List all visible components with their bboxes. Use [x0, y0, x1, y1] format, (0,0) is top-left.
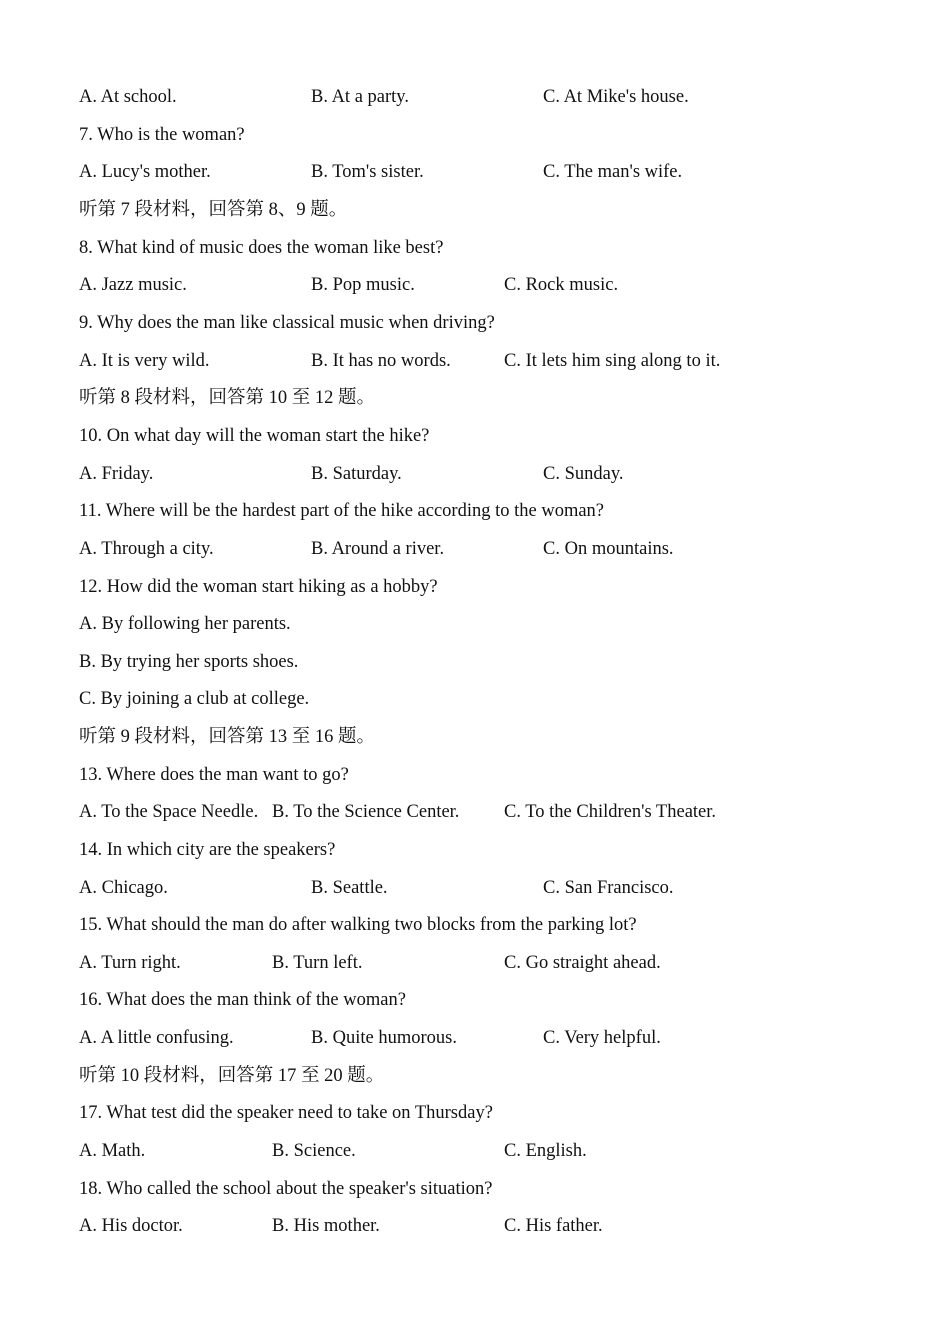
q11-options	[79, 536, 899, 562]
q14-options	[79, 875, 899, 901]
q11-stem: 11. Where will be the hardest part of the hike according to the woman?	[79, 501, 605, 521]
q13-options	[79, 799, 899, 825]
q17-stem: 17. What test did the speaker need to take on Thursday?	[79, 1103, 493, 1123]
q14-option-a: A. Chicago.	[79, 878, 168, 898]
q8-option-c: C. Rock music.	[504, 275, 619, 295]
q18-option-a: A. His doctor.	[79, 1216, 183, 1236]
q17-option-c: C. English.	[504, 1141, 587, 1161]
q10-options	[79, 461, 899, 487]
q15-option-c: C. Go straight ahead.	[504, 953, 661, 973]
q7-option-a: A. Lucy's mother.	[79, 162, 211, 182]
section-8-heading: 听第 8 段材料，回答第 10 至 12 题。	[79, 388, 376, 408]
q17-option-a: A. Math.	[79, 1141, 146, 1161]
q9-stem: 9. Why does the man like classical music when driving?	[79, 313, 495, 333]
q16-stem: 16. What does the man think of the woman?	[79, 990, 406, 1010]
q9-option-c: C. It lets him sing along to it.	[504, 351, 721, 371]
q9-options	[79, 348, 899, 374]
section-7-heading: 听第 7 段材料，回答第 8、9 题。	[79, 200, 348, 220]
q13-stem: 13. Where does the man want to go?	[79, 765, 349, 785]
q15-options	[79, 950, 899, 976]
q14-option-b: B. Seattle.	[311, 878, 388, 898]
q12-stem: 12. How did the woman start hiking as a hobby?	[79, 577, 438, 597]
q13-option-a: A. To the Space Needle.	[79, 802, 259, 822]
q6-options	[79, 84, 899, 110]
q7-options	[79, 159, 899, 185]
q17-options	[79, 1138, 899, 1164]
q14-stem: 14. In which city are the speakers?	[79, 840, 336, 860]
q18-option-b: B. His mother.	[272, 1216, 380, 1236]
q15-option-a: A. Turn right.	[79, 953, 181, 973]
q9-option-b: B. It has no words.	[311, 351, 451, 371]
q18-option-c: C. His father.	[504, 1216, 603, 1236]
q8-options	[79, 272, 899, 298]
q16-options	[79, 1025, 899, 1051]
q12-option-c: C. By joining a club at college.	[79, 689, 310, 709]
q6-option-b: B. At a party.	[311, 87, 409, 107]
q12-option-b: B. By trying her sports shoes.	[79, 652, 299, 672]
q16-option-b: B. Quite humorous.	[311, 1028, 457, 1048]
q15-option-b: B. Turn left.	[272, 953, 363, 973]
q10-option-b: B. Saturday.	[311, 464, 402, 484]
q8-option-a: A. Jazz music.	[79, 275, 187, 295]
q16-option-a: A. A little confusing.	[79, 1028, 234, 1048]
q8-option-b: B. Pop music.	[311, 275, 415, 295]
q12-option-a: A. By following her parents.	[79, 614, 291, 634]
q15-stem: 15. What should the man do after walking two blocks from the parking lot?	[79, 915, 637, 935]
q14-option-c: C. San Francisco.	[543, 878, 674, 898]
q9-option-a: A. It is very wild.	[79, 351, 210, 371]
q10-option-c: C. Sunday.	[543, 464, 624, 484]
q7-option-c: C. The man's wife.	[543, 162, 683, 182]
q7-stem: 7. Who is the woman?	[79, 125, 245, 145]
q13-option-c: C. To the Children's Theater.	[504, 802, 717, 822]
q11-option-a: A. Through a city.	[79, 539, 214, 559]
q11-option-b: B. Around a river.	[311, 539, 445, 559]
q8-stem: 8. What kind of music does the woman like best?	[79, 238, 444, 258]
section-9-heading: 听第 9 段材料，回答第 13 至 16 题。	[79, 727, 376, 747]
section-10-heading: 听第 10 段材料，回答第 17 至 20 题。	[79, 1066, 385, 1086]
q18-stem: 18. Who called the school about the speaker's situation?	[79, 1179, 493, 1199]
q6-option-c: C. At Mike's house.	[543, 87, 689, 107]
q11-option-c: C. On mountains.	[543, 539, 674, 559]
q17-option-b: B. Science.	[272, 1141, 356, 1161]
q10-option-a: A. Friday.	[79, 464, 154, 484]
q7-option-b: B. Tom's sister.	[311, 162, 424, 182]
q10-stem: 10. On what day will the woman start the hike?	[79, 426, 430, 446]
q6-option-a: A. At school.	[79, 87, 177, 107]
q18-options	[79, 1213, 899, 1239]
q16-option-c: C. Very helpful.	[543, 1028, 661, 1048]
q13-option-b: B. To the Science Center.	[272, 802, 460, 822]
